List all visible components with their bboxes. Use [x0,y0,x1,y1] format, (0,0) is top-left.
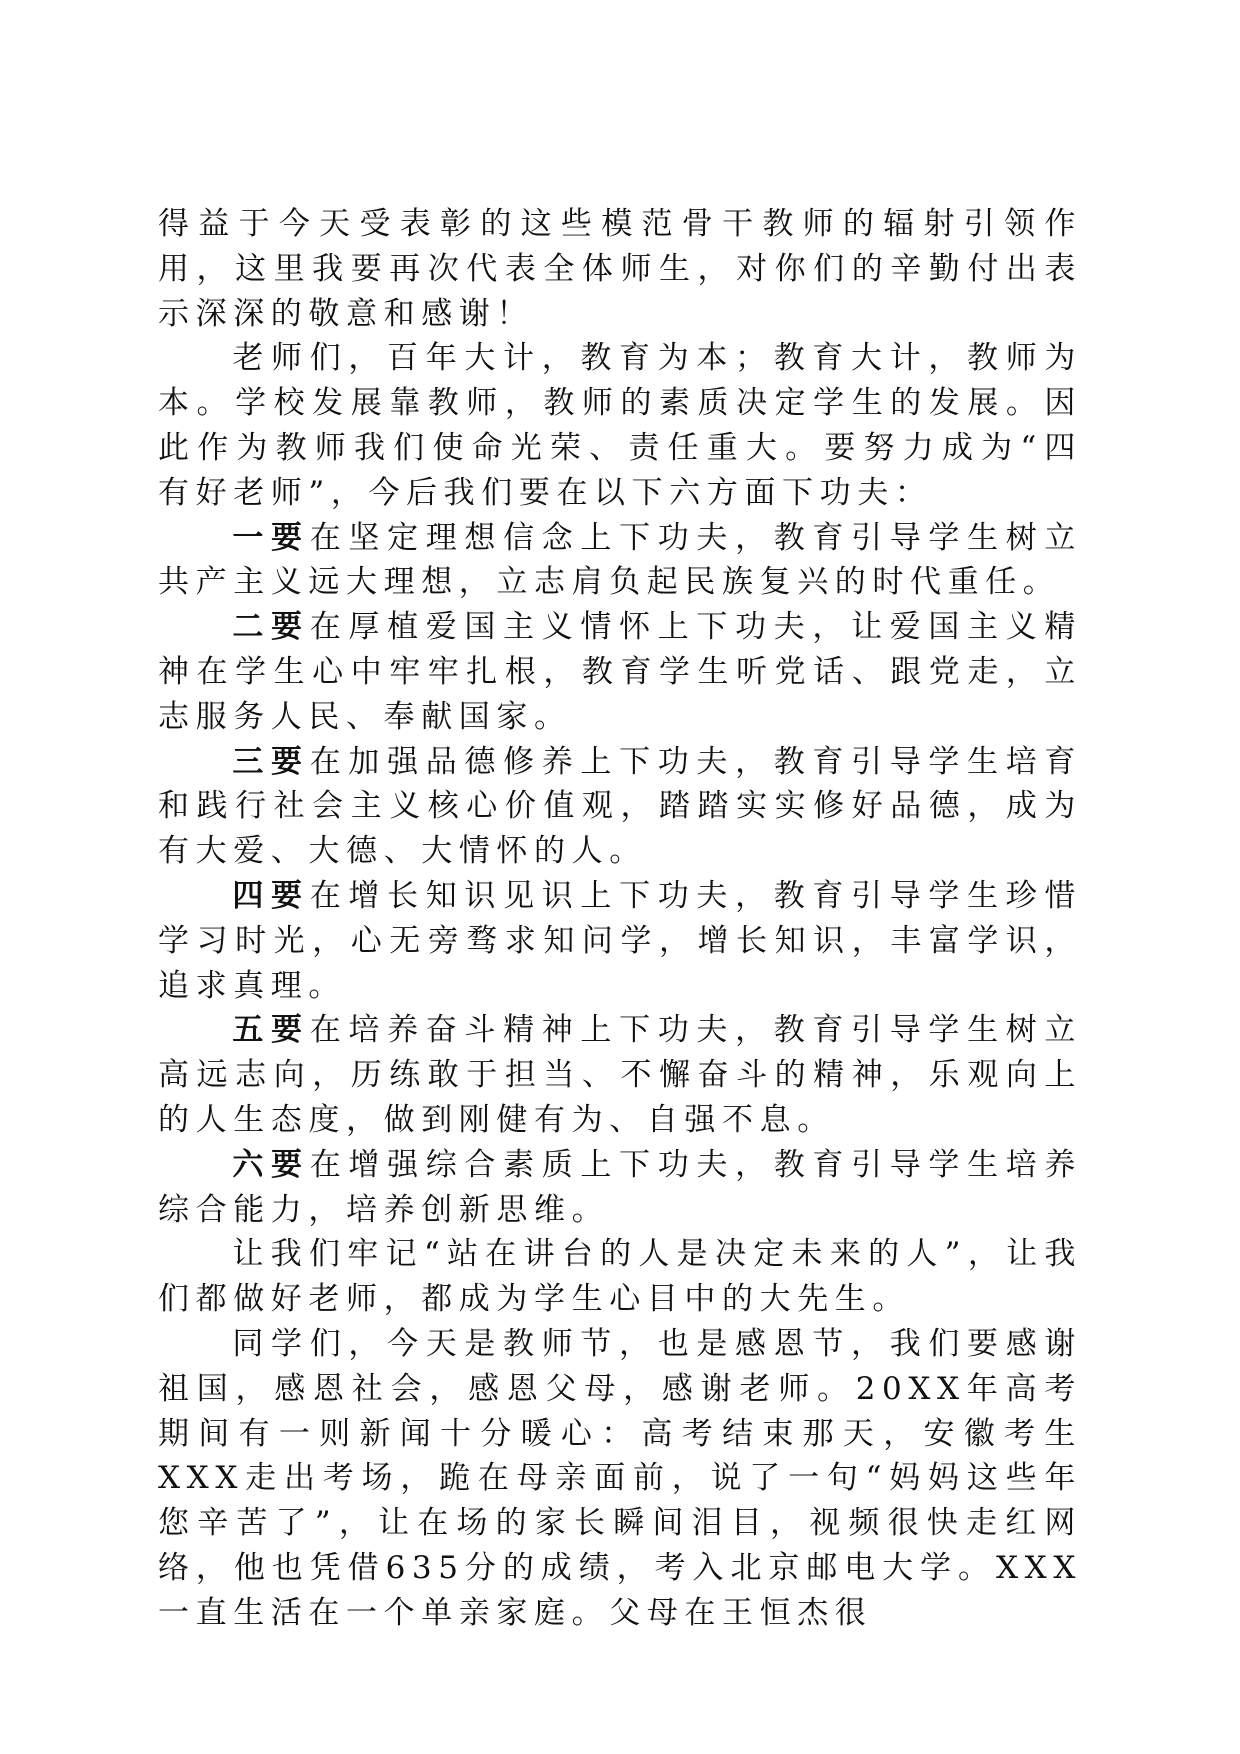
point-lead: 三要 [232,743,310,780]
paragraph-point-3 [158,740,1082,874]
point-lead: 五要 [232,1012,310,1049]
point-lead: 二要 [232,609,310,646]
point-lead: 六要 [232,1146,310,1183]
paragraph-text: 在加强品德修养上下功夫，教育引导学生培育和践行社会主义核心价值观，踏踏实实修好品德，成为有大爱、大德、大情怀的人。 [158,743,1083,870]
document-page [158,202,1082,1636]
paragraph-teachers-mission [158,336,1082,515]
paragraph-point-6 [158,1143,1082,1233]
paragraph-point-1 [158,516,1082,606]
paragraph-point-2 [158,605,1082,739]
point-lead: 一要 [232,519,310,556]
paragraph-text: 老师们，百年大计，教育为本；教育大计，教师为本。学校发展靠教师，教师的素质决定学生的发展。因此作为教师我们使命光荣、责任重大。要努力成为“四有好老师”，今后我们要在以下六方面下功夫： [158,340,1082,511]
paragraph-text: 在坚定理想信念上下功夫，教育引导学生树立共产主义远大理想，立志肩负起民族复兴的时代重任。 [158,519,1083,601]
paragraph-text: 同学们，今天是教师节，也是感恩节，我们要感谢祖国，感恩社会，感恩父母，感谢老师。20XX年高考期间有一则新闻十分暖心：高考结束那天，安徽考生XXX走出考场，跪在母亲面前，说了一句“妈妈这些年您辛苦了”，让在场的家长瞬间泪目，视频很快走红网络，他也凭借635分的成绩，考入北京邮电大学。XXX一直生活在一个单亲家庭。父母在王恒杰很 [158,1325,1082,1631]
paragraph-text: 让我们牢记“站在讲台的人是决定未来的人”，让我们都做好老师，都成为学生心目中的大先生。 [158,1236,1082,1318]
paragraph-text: 在厚植爱国主义情怀上下功夫，让爱国主义精神在学生心中牢牢扎根，教育学生听党话、跟党走，立志服务人民、奉献国家。 [158,609,1083,735]
paragraph-point-4 [158,874,1082,1008]
paragraph-intro-thanks [158,202,1082,336]
paragraph-remember [158,1232,1082,1322]
point-lead: 四要 [232,877,310,914]
paragraph-point-5 [158,1008,1082,1142]
paragraph-students-gratitude [158,1322,1082,1636]
paragraph-text: 在培养奋斗精神上下功夫，教育引导学生树立高远志向，历练敢于担当、不懈奋斗的精神，乐观向上的人生态度，做到刚健有为、自强不息。 [158,1012,1083,1138]
paragraph-text: 得益于今天受表彰的这些模范骨干教师的辐射引领作用，这里我要再次代表全体师生，对你们的辛勤付出表示深深的敬意和感谢！ [158,206,1082,332]
paragraph-text: 在增强综合素质上下功夫，教育引导学生培养综合能力，培养创新思维。 [158,1146,1083,1228]
paragraph-text: 在增长知识见识上下功夫，教育引导学生珍惜学习时光，心无旁骛求知问学，增长知识，丰富学识，追求真理。 [158,877,1083,1004]
